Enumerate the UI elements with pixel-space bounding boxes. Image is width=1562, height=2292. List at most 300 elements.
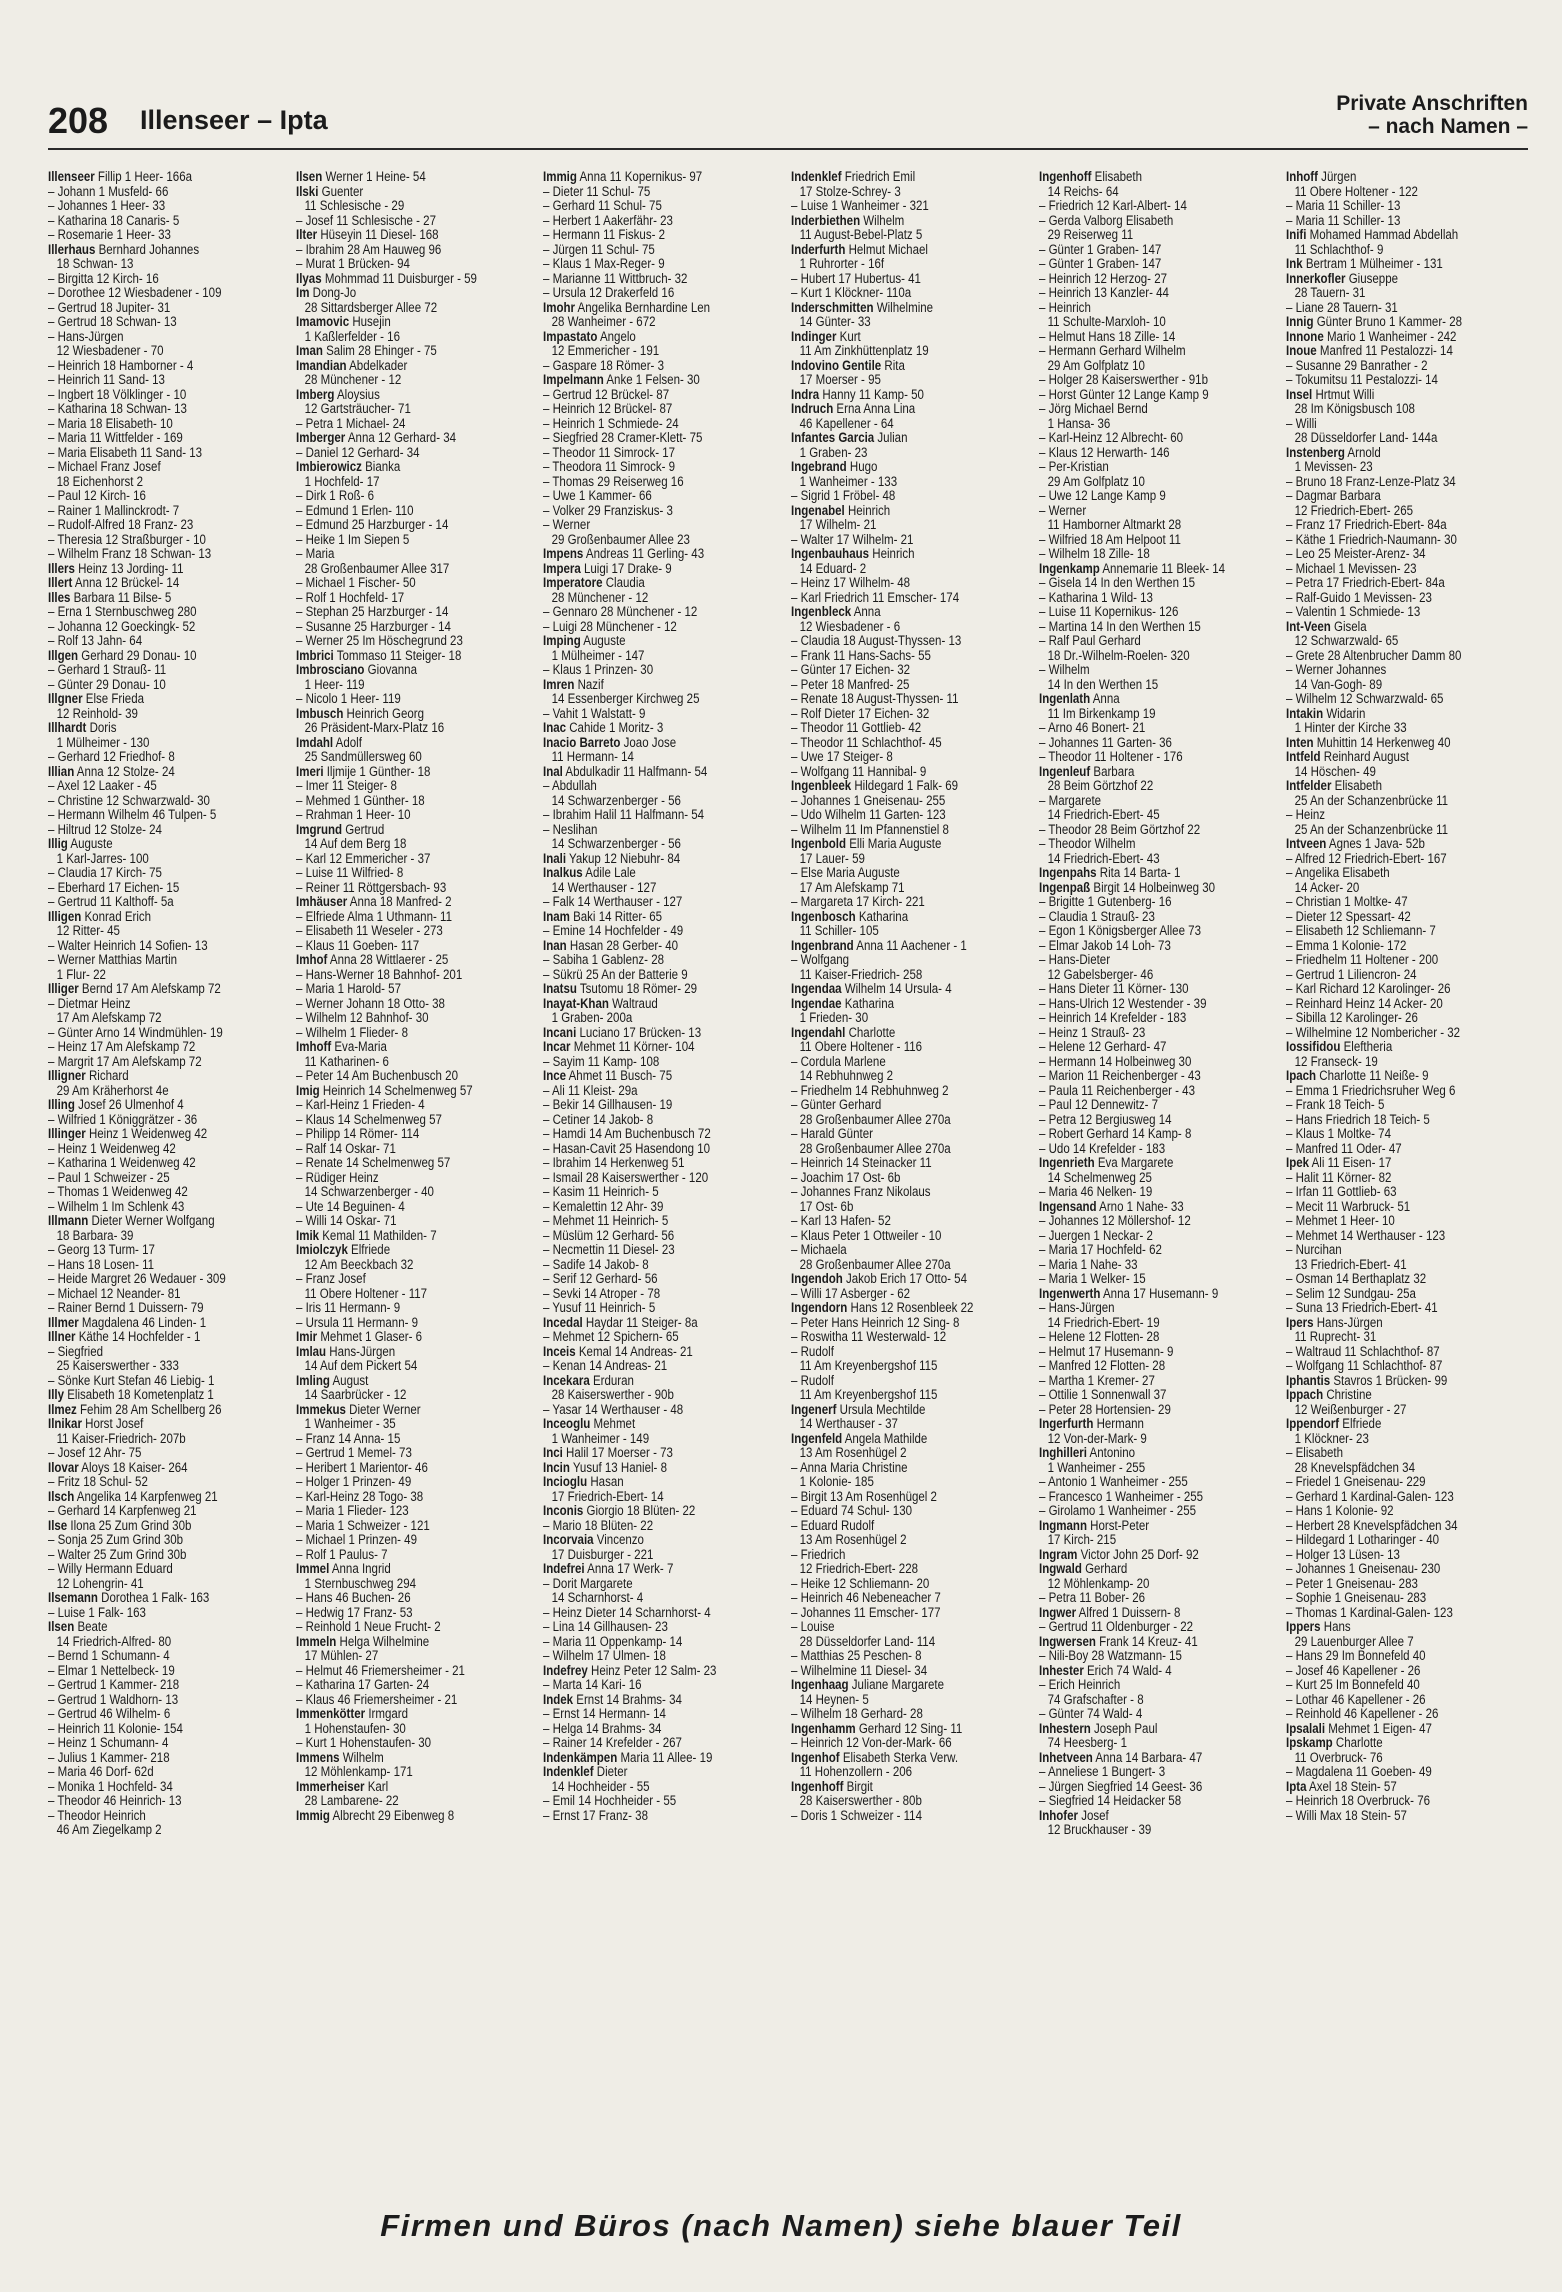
entry-details: – Wilhelmine 12 Nombericher - 32	[1286, 1025, 1461, 1040]
entry-details: Hanny 11 Kamp- 50	[819, 387, 924, 402]
entry-details: – Christine 12 Schwarzwald- 30	[48, 793, 210, 808]
directory-entry	[791, 1490, 999, 1505]
directory-entry	[791, 1417, 999, 1432]
entry-details: Giorgio 18 Blüten- 22	[583, 1504, 696, 1518]
directory-entry	[543, 388, 751, 403]
entry-surname: Ingenlath	[1038, 692, 1090, 706]
directory-entry	[48, 1461, 256, 1476]
entry-details: – Egon 1 Königsberger Allee 73	[1038, 924, 1201, 938]
entry-details: Anna 17 Husemann- 9	[1100, 1286, 1218, 1301]
directory-entry	[791, 1185, 999, 1200]
entry-surname: Inci	[543, 1446, 564, 1460]
directory-entry	[1039, 489, 1247, 504]
directory-entry	[1039, 170, 1247, 185]
directory-entry	[296, 1620, 504, 1635]
entry-details: – Gertrud 1 Waldhorn- 13	[48, 1692, 179, 1707]
entry-details: 12 Friedrich-Ebert- 265	[1294, 503, 1414, 518]
entry-surname: Imbrosciano	[295, 663, 365, 677]
entry-details: Alfred 1 Duissern- 8	[1075, 1605, 1181, 1620]
directory-entry	[1286, 257, 1494, 272]
entry-details: 11 August-Bebel-Platz 5	[799, 228, 923, 242]
entry-details: – Reinhard Heinz 14 Acker- 20	[1286, 996, 1444, 1011]
entry-details: – Mehmed 1 Günther- 18	[295, 793, 425, 808]
entry-details: – Eduard 74 Schul- 130	[791, 1504, 913, 1518]
entry-details: Hildegard 1 Falk- 69	[851, 779, 959, 793]
directory-entry	[1039, 1084, 1247, 1099]
entry-surname: Immenkötter	[295, 1707, 365, 1721]
directory-entry	[543, 1156, 751, 1171]
page-header	[48, 92, 1528, 148]
directory-entry	[543, 1519, 751, 1534]
directory-entry	[543, 185, 751, 200]
entry-details: – Imer 11 Steiger- 8	[295, 779, 397, 793]
directory-entry	[48, 678, 256, 693]
directory-entry	[1286, 1562, 1494, 1577]
directory-entry	[296, 460, 504, 475]
entry-surname: Indra	[791, 387, 820, 402]
directory-entry	[791, 1533, 999, 1548]
entry-details: – Heinrich 13 Kanzler- 44	[1038, 286, 1169, 300]
entry-details: Victor John 25 Dorf- 92	[1077, 1547, 1199, 1562]
entry-details: – Eduard Rudolf	[791, 1518, 875, 1533]
directory-entry	[543, 1084, 751, 1099]
entry-details: – Walter 17 Wilhelm- 21	[791, 532, 914, 547]
directory-entry	[543, 953, 751, 968]
directory-entry	[296, 1301, 504, 1316]
directory-entry	[296, 402, 504, 417]
entry-surname: Inam	[543, 909, 571, 924]
entry-surname: Ipers	[1286, 1315, 1314, 1330]
entry-details: 1 Sternbuschweg 294	[304, 1576, 416, 1591]
entry-details: Wilhelm	[860, 213, 905, 228]
entry-details: 11 Im Birkenkamp 19	[1047, 706, 1156, 721]
entry-details: Frank 14 Kreuz- 41	[1095, 1634, 1198, 1649]
directory-entry	[1286, 1620, 1494, 1635]
entry-details: Kemal 14 Andreas- 21	[575, 1344, 694, 1359]
directory-entry	[791, 1069, 999, 1084]
directory-entry	[48, 1722, 256, 1737]
directory-entry	[48, 1446, 256, 1461]
entry-details: Katharina	[855, 909, 909, 924]
entry-details: 1 Mevissen- 23	[1294, 460, 1374, 474]
directory-entry	[48, 895, 256, 910]
entry-details: – Wilhelm 1 Flieder- 8	[295, 1025, 408, 1040]
directory-entry	[1039, 707, 1247, 722]
entry-details: – Reinhold 46 Kapellener - 26	[1286, 1707, 1439, 1721]
entry-details: – Paul 12 Dennewitz- 7	[1038, 1098, 1158, 1112]
directory-entry	[48, 1591, 256, 1606]
listing-column-3	[543, 170, 751, 2160]
entry-surname: Ingenbleek	[791, 779, 852, 793]
directory-entry	[1286, 1287, 1494, 1302]
entry-surname: Ingwald	[1038, 1562, 1082, 1576]
entry-details: 1 Graben- 23	[799, 445, 868, 460]
entry-surname: Imbierowicz	[295, 460, 362, 474]
directory-entry	[543, 1809, 751, 1824]
directory-entry	[543, 1475, 751, 1490]
directory-entry	[543, 1446, 751, 1461]
directory-entry	[543, 402, 751, 417]
entry-details: – Sophie 1 Gneisenau- 283	[1286, 1591, 1427, 1605]
directory-entry	[791, 808, 999, 823]
entry-details: Heinrich	[869, 547, 915, 561]
entry-details: Axel 18 Stein- 57	[1306, 1779, 1398, 1794]
directory-entry	[296, 1316, 504, 1331]
directory-entry	[1286, 489, 1494, 504]
entry-surname: Illiger	[48, 982, 79, 996]
entry-details: – Joachim 17 Ost- 6b	[791, 1170, 901, 1185]
entry-surname: Inhester	[1038, 1663, 1084, 1678]
entry-details: Irmgard	[364, 1707, 408, 1721]
directory-entry	[296, 330, 504, 345]
entry-details: Christine	[1323, 1388, 1373, 1402]
directory-entry	[1039, 1011, 1247, 1026]
entry-details: 11 Schlesische - 29	[304, 199, 404, 213]
directory-entry	[791, 837, 999, 852]
directory-entry	[296, 1040, 504, 1055]
directory-entry	[48, 446, 256, 461]
directory-entry	[1039, 982, 1247, 997]
directory-entry	[543, 1664, 751, 1679]
directory-entry	[296, 373, 504, 388]
entry-details: Barbara	[1089, 764, 1135, 779]
directory-entry	[1039, 1171, 1247, 1186]
directory-entry	[1286, 344, 1494, 359]
entry-details: – Heinrich 14 Krefelder - 183	[1038, 1011, 1186, 1025]
directory-entry	[1286, 1519, 1494, 1534]
directory-entry	[1286, 1722, 1494, 1737]
entry-details: – Luise 1 Falk- 163	[48, 1605, 146, 1620]
directory-entry	[296, 1548, 504, 1563]
entry-details: Cahide 1 Moritz- 3	[566, 721, 664, 735]
entry-details: Konrad Erich	[81, 909, 152, 924]
directory-entry	[543, 1417, 751, 1432]
directory-entry	[48, 170, 256, 185]
directory-entry	[48, 1823, 256, 1838]
entry-details: – Matthias 25 Peschen- 8	[791, 1649, 922, 1663]
directory-entry	[791, 1809, 999, 1824]
directory-entry	[543, 808, 751, 823]
entry-details: 1 Wanheimer - 35	[304, 1417, 396, 1431]
entry-surname: Immekus	[295, 1402, 346, 1417]
entry-details: – Gertrud 12 Brückel- 87	[543, 387, 670, 402]
entry-details: – Thomas 29 Reiserweg 16	[543, 474, 684, 489]
directory-entry	[48, 765, 256, 780]
directory-entry	[791, 982, 999, 997]
directory-entry	[48, 1693, 256, 1708]
entry-surname: Impelmann	[543, 373, 605, 387]
entry-details: – Hans-Dieter	[1038, 953, 1110, 967]
directory-entry	[1286, 1214, 1494, 1229]
entry-details: – Franz 17 Friedrich-Ebert- 84a	[1286, 518, 1448, 532]
entry-details: Birgit 14 Holbeinweg 30	[1089, 880, 1215, 895]
entry-details: – Sibilla 12 Karolinger- 26	[1286, 1011, 1419, 1025]
entry-details: Werner 1 Heine- 54	[321, 170, 426, 184]
directory-entry	[543, 1751, 751, 1766]
entry-surname: Incar	[543, 1040, 571, 1054]
directory-entry	[1039, 257, 1247, 272]
directory-entry	[1286, 1069, 1494, 1084]
entry-details: – Maria 17 Hochfeld- 62	[1038, 1243, 1162, 1257]
directory-entry	[1286, 895, 1494, 910]
entry-surname: Imeri	[295, 764, 324, 779]
directory-entry	[1286, 765, 1494, 780]
entry-details: – Emine 14 Hochfelder - 49	[543, 924, 684, 938]
directory-entry	[48, 1417, 256, 1432]
entry-details: – Thomas 1 Kardinal-Galen- 123	[1286, 1605, 1454, 1620]
directory-entry	[543, 750, 751, 765]
entry-details: Giovanna	[364, 663, 417, 677]
directory-entry	[48, 1287, 256, 1302]
entry-details: – Hans 46 Buchen- 26	[295, 1591, 411, 1605]
directory-entry	[1286, 431, 1494, 446]
directory-entry	[1039, 1098, 1247, 1113]
entry-details: 26 Präsident-Marx-Platz 16	[304, 721, 444, 735]
directory-entry	[296, 1127, 504, 1142]
directory-entry	[296, 895, 504, 910]
entry-surname: Imling	[295, 1373, 330, 1388]
directory-entry	[296, 1026, 504, 1041]
directory-entry	[296, 1780, 504, 1795]
directory-entry	[1286, 852, 1494, 867]
directory-entry	[48, 881, 256, 896]
directory-entry	[791, 170, 999, 185]
entry-details: 11 Obere Holtener - 116	[799, 1040, 923, 1054]
directory-entry	[791, 881, 999, 896]
entry-details: Joao Jose	[620, 735, 677, 750]
directory-entry	[543, 1548, 751, 1563]
directory-entry	[791, 417, 999, 432]
directory-entry	[543, 446, 751, 461]
directory-entry	[791, 1606, 999, 1621]
directory-entry	[1286, 1765, 1494, 1780]
entry-surname: Imlau	[295, 1344, 326, 1359]
entry-surname: Im	[295, 286, 310, 300]
directory-entry	[296, 620, 504, 635]
directory-entry	[48, 808, 256, 823]
directory-entry	[1286, 417, 1494, 432]
directory-entry	[543, 1635, 751, 1650]
entry-details: – Edmund 25 Harzburger - 14	[295, 518, 449, 532]
directory-entry	[48, 547, 256, 562]
entry-details: 14 Saarbrücker - 12	[304, 1388, 407, 1402]
directory-entry	[543, 1171, 751, 1186]
entry-details: 17 Am Alefskamp 72	[56, 1011, 162, 1025]
entry-details: – Herbert 28 Knevelspfädchen 34	[1286, 1518, 1458, 1533]
entry-details: 17 Kirch- 215	[1047, 1533, 1116, 1547]
directory-entry	[543, 1287, 751, 1302]
entry-details: 74 Grafschafter - 8	[1047, 1692, 1144, 1707]
entry-details: – Maria 18 Elisabeth- 10	[48, 416, 173, 431]
directory-entry	[296, 1707, 504, 1722]
directory-entry	[1286, 518, 1494, 533]
entry-details: Günter Bruno 1 Kammer- 28	[1313, 315, 1463, 329]
entry-details: 11 Obere Holtener - 117	[304, 1286, 427, 1301]
directory-entry	[543, 1461, 751, 1476]
entry-details: – Heinrich 12 Brückel- 87	[543, 402, 673, 416]
directory-entry	[543, 199, 751, 214]
entry-details: – Dieter 12 Spessart- 42	[1286, 909, 1412, 924]
directory-entry	[1039, 576, 1247, 591]
directory-entry	[48, 562, 256, 577]
entry-details: – Maria 11 Oppenkamp- 14	[543, 1634, 683, 1649]
listing-column-5	[1039, 170, 1247, 2160]
entry-details: 12 Bruckhauser - 39	[1047, 1823, 1151, 1837]
entry-details: – Petra 11 Bober- 26	[1038, 1591, 1145, 1605]
directory-entry	[48, 417, 256, 432]
entry-surname: Instenberg	[1286, 445, 1346, 460]
entry-surname: Ilter	[295, 228, 317, 242]
entry-details: 28 Kaiserswerther - 80b	[799, 1794, 922, 1808]
directory-entry	[296, 953, 504, 968]
page-number: 208	[48, 100, 109, 141]
entry-details: 11 Overbruck- 76	[1294, 1750, 1384, 1765]
entry-details: Elisabeth	[1331, 779, 1383, 793]
entry-details: – Franz Josef	[295, 1272, 366, 1286]
directory-entry	[48, 576, 256, 591]
entry-details: – Katharina 1 Weidenweg 42	[48, 1156, 196, 1170]
directory-entry	[791, 1664, 999, 1679]
directory-entry	[791, 344, 999, 359]
entry-surname: Indek	[543, 1692, 574, 1707]
directory-entry	[1039, 504, 1247, 519]
entry-surname: Inalkus	[543, 866, 584, 880]
entry-surname: Ilsch	[48, 1489, 75, 1504]
directory-entry	[543, 924, 751, 939]
directory-entry	[543, 1403, 751, 1418]
entry-details: 1 Hohenstaufen- 30	[304, 1721, 406, 1736]
directory-entry	[543, 1272, 751, 1287]
directory-entry	[791, 779, 999, 794]
directory-entry	[1286, 1794, 1494, 1809]
directory-entry	[1286, 779, 1494, 794]
directory-entry	[543, 1678, 751, 1693]
entry-details: 28 Tauern- 31	[1294, 286, 1366, 300]
entry-details: – Ibrahim Halil 11 Halfmann- 54	[543, 808, 705, 822]
entry-details: Magdalena 46 Linden- 1	[78, 1315, 207, 1330]
entry-details: 11 Schlachthof- 9	[1294, 242, 1384, 257]
entry-details: 11 Kaiser-Friedrich- 258	[799, 967, 923, 982]
directory-entry	[296, 678, 504, 693]
directory-entry	[1286, 939, 1494, 954]
entry-details: – Klaus 1 Moltke- 74	[1286, 1127, 1392, 1141]
directory-entry	[543, 1693, 751, 1708]
entry-surname: Inceis	[543, 1344, 576, 1359]
entry-details: – Ute 14 Beguinen- 4	[295, 1199, 405, 1214]
directory-entry	[543, 431, 751, 446]
entry-details: – Michael Franz Josef	[48, 460, 161, 474]
entry-details: – Gertrud 1 Kammer- 218	[48, 1678, 180, 1692]
entry-details: – Klaus 46 Friemersheimer - 21	[295, 1692, 457, 1707]
entry-details: – Margrit 17 Am Alefskamp 72	[48, 1054, 202, 1069]
entry-details: Ernst 14 Brahms- 34	[573, 1692, 683, 1707]
directory-entry	[48, 475, 256, 490]
entry-details: Heinz Peter 12 Salm- 23	[588, 1663, 717, 1678]
entry-details: – Neslihan	[543, 822, 598, 837]
directory-entry	[791, 562, 999, 577]
entry-details: – Sonja 25 Zum Grind 30b	[48, 1533, 184, 1547]
entry-details: – Rainer 1 Mallinckrodt- 7	[48, 503, 180, 518]
entry-details: 29 Großenbaumer Allee 23	[551, 532, 691, 547]
entry-details: – Hans 18 Losen- 11	[48, 1257, 155, 1272]
entry-details: – Wilhelm Franz 18 Schwan- 13	[48, 547, 212, 561]
page-range: Illenseer – Ipta	[140, 105, 328, 135]
directory-entry	[791, 1548, 999, 1563]
entry-details: Albrecht 29 Eibenweg 8	[329, 1808, 454, 1823]
entry-details: 14 Essenberger Kirchweg 25	[551, 692, 700, 706]
entry-surname: Inoue	[1286, 344, 1318, 358]
entry-details: Elisabeth	[1091, 170, 1142, 184]
directory-entry	[48, 1258, 256, 1273]
entry-details: Hasan	[587, 1475, 624, 1489]
directory-entry	[48, 1504, 256, 1519]
entry-details: – Maria 1 Harold- 57	[295, 982, 401, 996]
directory-entry	[296, 779, 504, 794]
entry-details: Barbara 11 Bilse- 5	[70, 590, 172, 605]
directory-entry	[543, 475, 751, 490]
entry-details: – Theodor 11 Schlachthof- 45	[791, 735, 942, 750]
entry-details: – Siegfried 28 Cramer-Klett- 75	[543, 431, 703, 445]
entry-details: – Heinz Dieter 14 Scharnhorst- 4	[543, 1605, 712, 1620]
entry-details: – Siegfried 14 Heidacker 58	[1038, 1794, 1181, 1808]
directory-entry	[1039, 750, 1247, 765]
entry-details: – Cetiner 14 Jakob- 8	[543, 1112, 654, 1127]
entry-details: – Karl-Heinz 1 Frieden- 4	[295, 1098, 425, 1112]
directory-entry	[1039, 1113, 1247, 1128]
directory-entry	[791, 1345, 999, 1360]
entry-details: – Hermann 14 Holbeinweg 30	[1038, 1054, 1192, 1069]
entry-details: – Magdalena 11 Goeben- 49	[1286, 1765, 1433, 1779]
entry-details: Kurt	[836, 329, 861, 344]
directory-entry	[296, 939, 504, 954]
entry-details: Heinz 13 Jording- 11	[74, 561, 184, 576]
directory-entry	[296, 1243, 504, 1258]
entry-surname: Ingenfeld	[791, 1431, 843, 1446]
directory-entry	[48, 1316, 256, 1331]
directory-entry	[543, 301, 751, 316]
entry-details: Elli Maria Auguste	[846, 837, 942, 851]
entry-details: Auguste	[67, 837, 113, 851]
entry-surname: Inifi	[1286, 228, 1307, 242]
directory-entry	[1286, 446, 1494, 461]
directory-entry	[791, 1765, 999, 1780]
entry-details: Aloys 18 Kaiser- 264	[78, 1460, 188, 1475]
entry-details: 12 Möhlenkamp- 20	[1047, 1576, 1150, 1591]
entry-details: – Heinrich 1 Schmiede- 24	[543, 416, 680, 431]
directory-entry	[543, 1374, 751, 1389]
directory-entry	[791, 1330, 999, 1345]
directory-entry	[791, 504, 999, 519]
entry-details: – Gertrud 11 Kalthoff- 5a	[48, 895, 174, 909]
directory-entry	[543, 315, 751, 330]
entry-details: – Klaus 12 Herwarth- 146	[1038, 445, 1170, 460]
directory-entry	[48, 388, 256, 403]
directory-entry	[1039, 968, 1247, 983]
directory-entry	[791, 1620, 999, 1635]
directory-entry	[1039, 1562, 1247, 1577]
directory-entry	[296, 968, 504, 983]
entry-details: – Abdullah	[543, 779, 598, 793]
directory-entry	[1039, 1258, 1247, 1273]
directory-entry	[48, 518, 256, 533]
directory-entry	[543, 1722, 751, 1737]
directory-entry	[48, 1649, 256, 1664]
entry-details: – Maria	[295, 547, 335, 561]
entry-surname: Ilnikar	[48, 1417, 82, 1431]
directory-entry	[543, 939, 751, 954]
entry-details: – Rudolf-Alfred 18 Franz- 23	[48, 518, 194, 532]
directory-entry	[48, 1272, 256, 1287]
